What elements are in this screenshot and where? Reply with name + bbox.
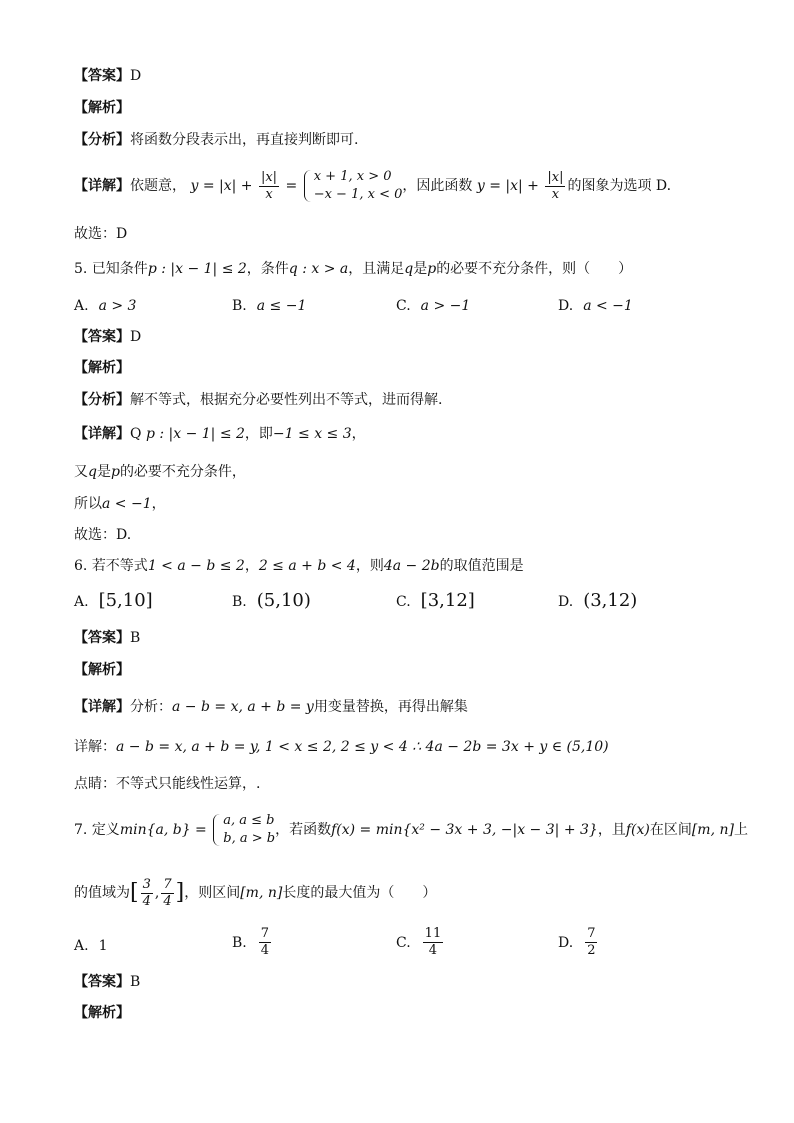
q7-number: 7. <box>74 822 88 838</box>
q4-analysis-line <box>74 98 130 118</box>
q6-number: 6. <box>74 558 88 574</box>
q4-conclusion: 故选：D <box>74 226 128 242</box>
q7-stem-line-2: 的值域为[ $\frac{3}{4}$ , $\frac{7}{4}$ ]，则区间[m, n]长度的最大值为（ ） <box>74 876 437 909</box>
q5-option-c: C. a > −1 <box>396 298 471 314</box>
q5-conclusion: 故选：D. <box>74 527 132 543</box>
answer-value: D <box>130 68 142 84</box>
formula-y-2: y = |x| + <box>476 178 539 194</box>
q5-detail-line-3: 所以a < −1， <box>74 496 166 512</box>
q7-option-d: D. $\frac{7}{2}$ <box>558 926 596 958</box>
answer-label: 【答案】 <box>74 68 130 84</box>
fenxi-label: 【分析】 <box>74 132 130 148</box>
q4-detail-line: 【详解】依题意， y = |x| + $\frac{|x|}{x}$ = x + 1, x > 0 −x − 1, x < 0 ，因此函数 y = |x| + $\frac{|x|}{x}$ 的图象为选项 D. <box>74 169 672 202</box>
fenxi-text: 将函数分段表示出，再直接判断即可. <box>130 132 359 148</box>
detail-label: 【详解】 <box>74 426 130 442</box>
q5-option-b: B. a ≤ −1 <box>232 298 307 314</box>
q5-fenxi-line <box>74 390 442 410</box>
q6-answer-line: 【答案】B <box>74 630 141 646</box>
q7-option-b: B. $\frac{7}{4}$ <box>232 926 270 958</box>
q5-stem-d: 是 <box>413 261 428 277</box>
q5-stem: 5. 已知条件p : |x − 1| ≤ 2，条件q : x > a，且满足q是p的必要不充分条件，则（ ） <box>74 261 633 277</box>
answer-label: 【答案】 <box>74 329 130 345</box>
analysis-label: 【解析】 <box>74 360 130 376</box>
q5-cond-q: q : x > a <box>288 261 349 277</box>
q6-dianjing: 点睛：不等式只能线性运算，. <box>74 776 261 792</box>
q5-cond-p: p : |x − 1| ≤ 2 <box>147 261 247 277</box>
q5-analysis-line <box>74 358 130 378</box>
piecewise-cases: x + 1, x > 0 −x − 1, x < 0 <box>302 168 403 204</box>
detail-label: 【详解】 <box>74 178 130 194</box>
q6-stem: 6. 若不等式1 < a − b ≤ 2，2 ≤ a + b < 4，则4a − 2b的取值范围是 <box>74 558 524 574</box>
q7-min-cases: a, a ≤ b b, a > b <box>211 812 275 848</box>
detail-pre: 依题意， <box>130 178 186 194</box>
q4-fenxi-line <box>74 130 358 150</box>
q4-answer-line <box>74 66 141 86</box>
q6-option-b: B. (5,10) <box>232 590 311 611</box>
q7-answer-line: 【答案】B <box>74 974 141 990</box>
fenxi-text: 解不等式，根据充分必要性列出不等式，进而得解. <box>130 392 443 408</box>
answer-value: D <box>130 329 142 345</box>
q5-detail-line-2: 又q是p的必要不充分条件， <box>74 464 246 480</box>
q5-option-a: A. a > 3 <box>74 298 137 314</box>
fraction-absx-over-x-2: $\frac{|x|}{x}$ <box>547 169 564 202</box>
fenxi-label: 【分析】 <box>74 392 130 408</box>
detail-post: 的图象为选项 D. <box>567 178 672 194</box>
q6-option-a: A. [5,10] <box>74 590 153 611</box>
q6-detail-line: 【详解】分析：a − b = x, a + b = y用变量替换，再得出解集 <box>74 699 468 715</box>
q5-answer-line <box>74 327 141 347</box>
detail-mid: ，因此函数 <box>402 178 473 194</box>
q5-number: 5. <box>74 261 88 277</box>
q5-stem-c: ，且满足 <box>348 261 405 277</box>
q7-analysis-line: 【解析】 <box>74 1005 130 1021</box>
q5-stem-e: 的必要不充分条件，则（ ） <box>436 261 633 277</box>
q6-option-c: C. [3,12] <box>396 590 475 611</box>
q7-option-c: C. $\frac{11}{4}$ <box>396 926 442 958</box>
q6-analysis-line: 【解析】 <box>74 662 130 678</box>
q5-option-d: D. a < −1 <box>558 298 633 314</box>
q7-stem: 7. 定义min{a, b} = a, a ≤ b b, a > b ，若函数f(x) = min{x² − 3x + 3, −|x − 3| + 3}，且f(x)在区间[m, n]上 <box>74 813 748 846</box>
formula-y: y = |x| + <box>190 178 253 194</box>
analysis-label: 【解析】 <box>74 100 130 116</box>
q5-stem-a: 已知条件 <box>91 261 148 277</box>
q6-xiangjie-line: 详解：a − b = x, a + b = y, 1 < x ≤ 2, 2 ≤ y < 4 ∴ 4a − 2b = 3x + y ∈ (5,10) <box>74 739 609 755</box>
q6-option-d: D. (3,12) <box>558 590 638 611</box>
q5-stem-b: ，条件 <box>246 261 289 277</box>
q5-detail-line: 【详解】Q p : |x − 1| ≤ 2，即−1 ≤ x ≤ 3， <box>74 426 366 442</box>
q7-option-a: A. 1 <box>74 938 108 954</box>
fraction-absx-over-x: $\frac{|x|}{x}$ <box>260 169 278 202</box>
